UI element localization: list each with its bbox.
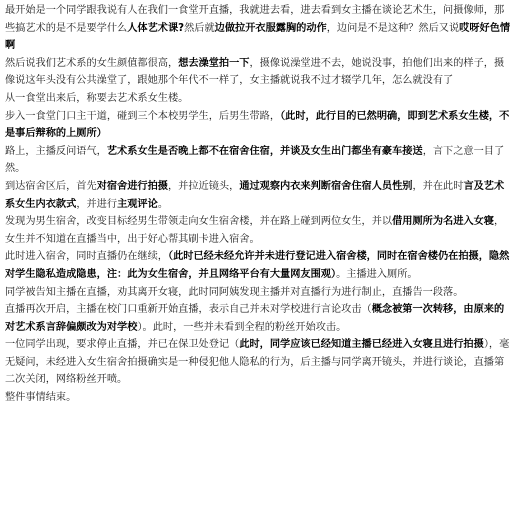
body-text: 最开始是一个同学跟我说有人在我们一食堂开直播，我就进去看，进去看到女主播在谈论艺术生，问摄像师，那些搞艺术的是不是要学什么 <box>5 5 505 34</box>
paragraph-p12 <box>5 389 511 407</box>
body-text: ，并拉近镜头， <box>168 180 240 192</box>
body-text: ，并在此时 <box>412 180 464 192</box>
body-text: 直播再次开启，主播在校门口重新开始直播，表示自己并未对学校进行言论攻击（ <box>5 304 372 316</box>
body-text: ，女生并不知道在直播当中，出于好心帮其刷卡进入宿舍。 <box>5 216 505 245</box>
paragraph-p10 <box>5 301 511 336</box>
emphasized-text: 借用厕所为名进入女寝 <box>392 216 494 228</box>
emphasized-text: 概念被第一次转移，由原来的对艺术系言辞偏颇改为对学校 <box>5 304 505 333</box>
paragraph-p8 <box>5 248 511 283</box>
emphasized-text: （此时，此行目的已然明确，即到艺术系女生楼，不是事后辩称的上厕所） <box>5 110 510 140</box>
body-text: 整件事情结束。 <box>5 392 77 404</box>
emphasized-text: 此时，同学应该已经知道主播已经进入女寝且进行拍摄 <box>239 339 484 351</box>
body-text: ，摄像说澡堂进不去，她说没事，拍他们出来的样子，摄像说这年头没有公共澡堂了，跟她那个年代不一样了，女主播就说我不过才辍学几年，怎么就没有了 <box>5 57 505 87</box>
paragraph-p5 <box>5 143 511 178</box>
body-text: 一位同学出现，要求停止直播，并已在保卫处登记（ <box>5 339 240 351</box>
body-text: 。主播进入厕所。 <box>336 268 418 280</box>
body-text: 。 <box>157 198 168 210</box>
paragraph-p11 <box>5 336 511 389</box>
emphasized-text: 对宿舍进行拍摄 <box>96 180 168 192</box>
body-text: 同学被告知主播在直播，劝其离开女寝，此时同阿姨发现主播并对直播行为进行制止，直播告一段落。 <box>5 286 464 298</box>
body-text: 从一食堂出来后，称要去艺术系女生楼。 <box>5 92 189 104</box>
paragraph-p6 <box>5 178 511 213</box>
body-text: 然后就 <box>184 22 215 34</box>
body-text: ，并进行 <box>76 198 118 210</box>
emphasized-text: 言及艺术系女生内衣款式 <box>5 180 505 210</box>
emphasized-text: ，并谈及女生出门都坐有豪车接送 <box>269 145 423 157</box>
body-text: 发现为男生宿舍，改变目标经男生带领走向女生宿舍楼，并在路上碰到两位女生，并以 <box>5 216 393 228</box>
emphasized-text: 哎呀好色情啊 <box>5 22 511 52</box>
emphasized-text: 艺术系女生是否晚上都不在宿舍住宿 <box>106 145 270 157</box>
emphasized-text: 边做拉开衣服露胸的动作 <box>214 22 327 34</box>
body-text: 此时进入宿舍，同时直播仍在继续， <box>5 251 168 263</box>
paragraph-p9 <box>5 284 511 302</box>
emphasized-text: 想去澡堂拍一下 <box>178 57 250 69</box>
paragraph-p7 <box>5 213 511 248</box>
paragraph-p3 <box>5 90 511 108</box>
body-text: 路上，主播反问语气， <box>5 145 107 157</box>
paragraph-p1 <box>5 2 511 55</box>
body-text: ，边问是不是这种？然后又说 <box>326 22 460 34</box>
paragraph-p2 <box>5 55 511 90</box>
emphasized-text: 人体艺术课? <box>127 22 185 34</box>
body-text: ，言下之意一目了然。 <box>5 145 505 175</box>
emphasized-text: （此时已经未经允许并未进行登记进入宿舍楼，同时在宿舍楼仍在拍摄，隐然对学生隐私造成隐患，注：此为女生宿舍，并且网络平台有大量网友围观） <box>5 251 510 280</box>
body-text: 然后说我们艺术系的女生颜值都很高， <box>5 57 179 69</box>
paragraph-p4 <box>5 108 511 143</box>
emphasized-text: 主观评论 <box>117 198 158 210</box>
emphasized-text: 通过观察内衣来判断宿舍住宿人员性别 <box>239 180 413 192</box>
body-text: ），毫无疑问，未经进入女生宿舍拍摄确实是一种侵犯他人隐私的行为，后主播与同学离开镜头，并进行谈论，直播第二次关闭，网络粉丝开喷。 <box>5 339 510 386</box>
body-text: ）。此时，一些并未看到全程的粉丝开始攻击。 <box>137 321 347 333</box>
body-text: 步入一食堂门口主干道，碰到三个本校男学生，后男生带路， <box>5 110 281 122</box>
body-text: 到达宿舍区后，首先 <box>5 180 97 192</box>
